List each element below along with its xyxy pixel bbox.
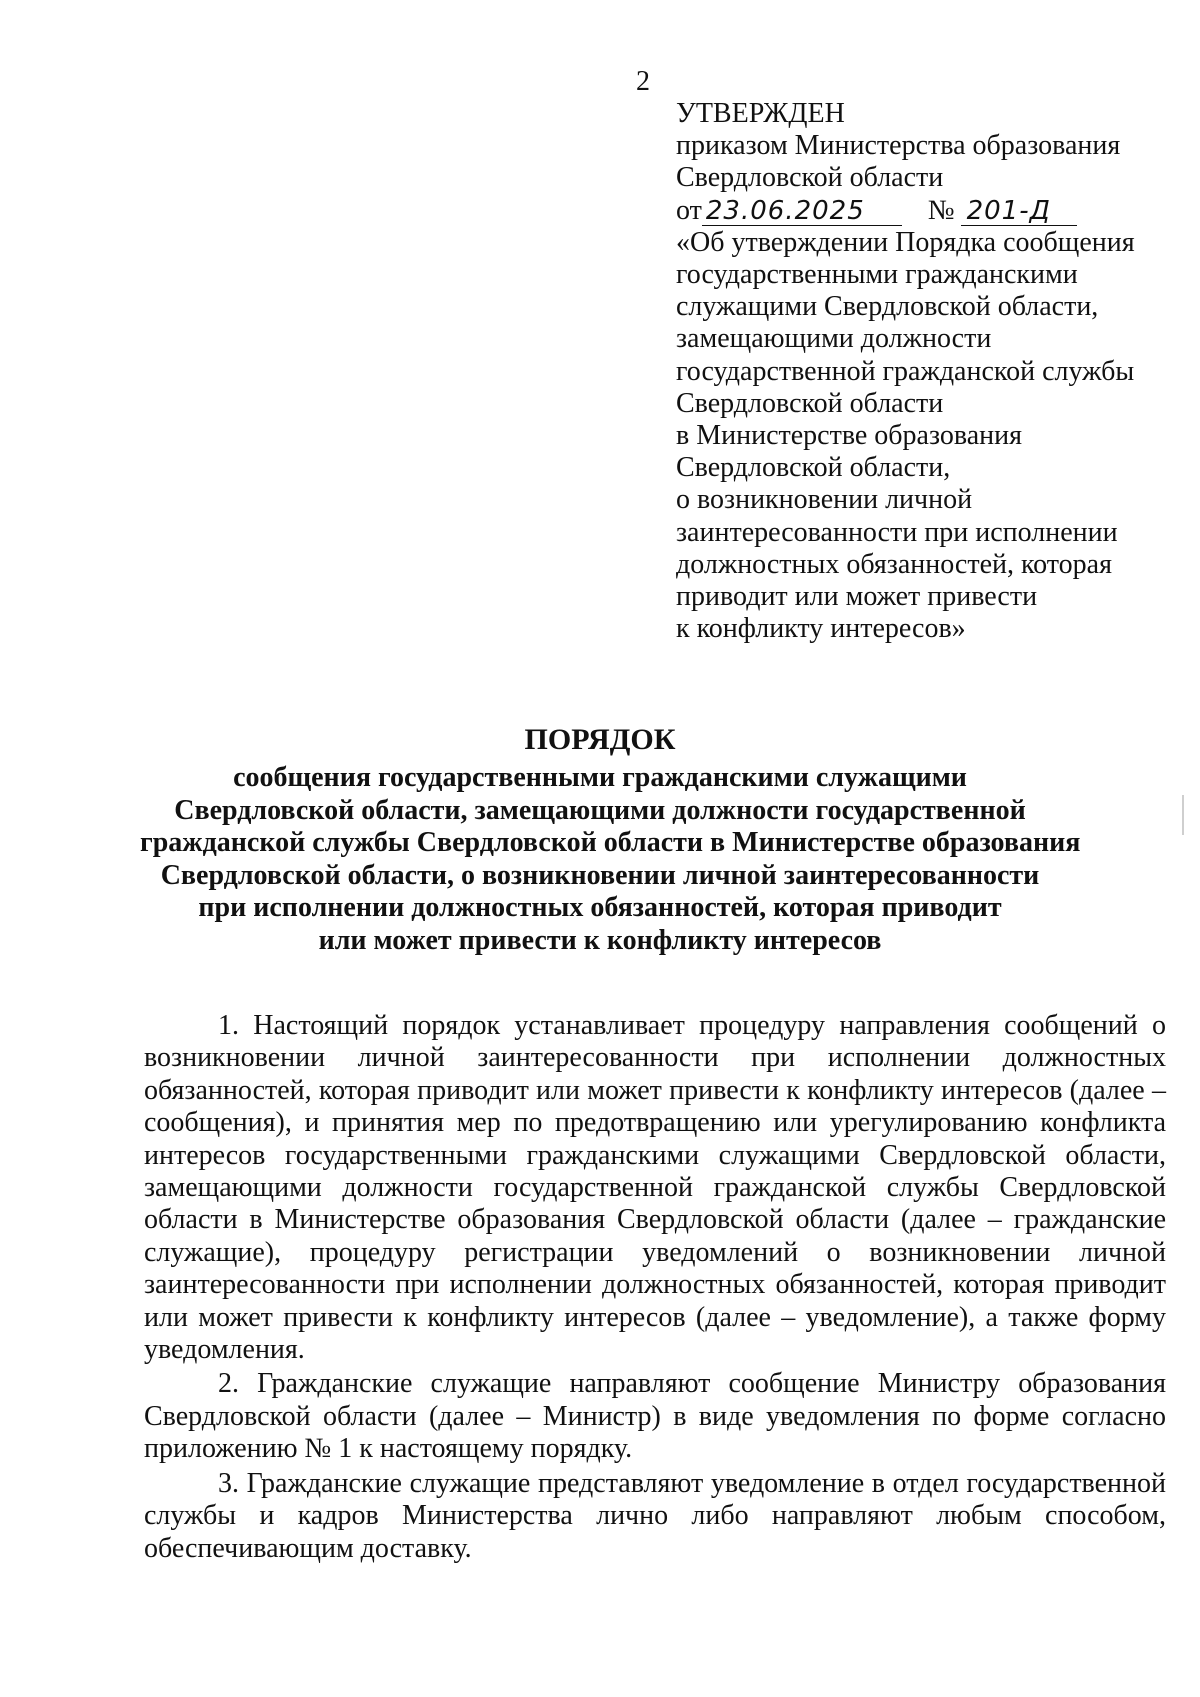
handwritten-date: 23.06.2025	[702, 197, 902, 226]
subtitle-line: Свердловской области, о возникновении личной заинтересованности	[160, 859, 1040, 891]
subtitle-line: Свердловской области, замещающими должности государственной	[174, 794, 1026, 826]
page-number: 2	[636, 66, 650, 97]
approval-date-line	[676, 195, 1176, 227]
subject-line: о возникновении личной	[676, 484, 973, 516]
document-title-block	[140, 722, 1081, 958]
subtitle-line: при исполнении должностных обязанностей, которая приводит	[198, 892, 1002, 924]
subject-line: Свердловской области	[676, 387, 944, 419]
document-body	[144, 1010, 1166, 1567]
document-title: ПОРЯДОК	[524, 723, 676, 756]
number-sign: №	[927, 194, 955, 226]
approval-stamp-block	[676, 98, 1176, 645]
paragraph-1: 1. Настоящий порядок устанавливает процедуру направления сообщений о возникновении личной заинтересованности при исполнении должностных обязанностей, которая приводит или может привести к конфликту интересов (далее – сообщения), и принятия мер по предотвращению или урегулированию конфликта интересов государственными гражданскими служащими Свердловской области, замещающими должности государственной гражданской службы Свердловской области в Министерстве образования Свердловской области (далее – гражданские служащие), процедуру регистрации уведомлений о возникновении личной заинтересованности при исполнении должностных обязанностей, которая приводит или может привести к конфликту интересов (далее – уведомление), а также форму уведомления.	[144, 1010, 1166, 1366]
paragraph-2: 2. Гражданские служащие направляют сообщение Министру образования Свердловской области (далее – Министр) в виде уведомления по форме согласно приложению № 1 к настоящему порядку.	[144, 1368, 1166, 1465]
subtitle-line: сообщения государственными гражданскими служащими	[233, 762, 967, 793]
subject-line: в Министерстве образования	[676, 420, 1023, 452]
subject-line: приводит или может привести	[676, 581, 1038, 613]
paragraph-3: 3. Гражданские служащие представляют уведомление в отдел государственной службы и кадров Министерства лично либо направляют любым способом, обеспечивающим доставку.	[144, 1467, 1166, 1564]
handwritten-number: 201-Д	[961, 197, 1077, 226]
date-prefix: от	[676, 194, 702, 226]
subject-line: служащими Свердловской области,	[676, 291, 1099, 323]
subject-line: замещающими должности	[676, 323, 992, 355]
subtitle-line: гражданской службы Свердловской области в Министерстве образования	[140, 827, 1081, 859]
subtitle-line: или может привести к конфликту интересов	[318, 924, 882, 956]
subject-line: должностных обязанностей, которая	[676, 548, 1112, 580]
subject-line: государственной гражданской службы	[676, 355, 1135, 387]
subject-line: к конфликту интересов»	[676, 613, 966, 645]
document-subtitle	[140, 762, 1081, 958]
subject-line: государственными гражданскими	[676, 259, 1078, 291]
scan-artifact	[1182, 795, 1184, 835]
subject-line: заинтересованности при исполнении	[676, 516, 1118, 548]
subject-line: Свердловской области,	[676, 452, 951, 484]
approval-heading: УТВЕРЖДЕН	[676, 98, 845, 129]
approval-line-2: Свердловской области	[676, 162, 944, 194]
subject-line: «Об утверждении Порядка сообщения	[676, 226, 1135, 258]
approval-line-1: приказом Министерства образования	[676, 130, 1121, 162]
